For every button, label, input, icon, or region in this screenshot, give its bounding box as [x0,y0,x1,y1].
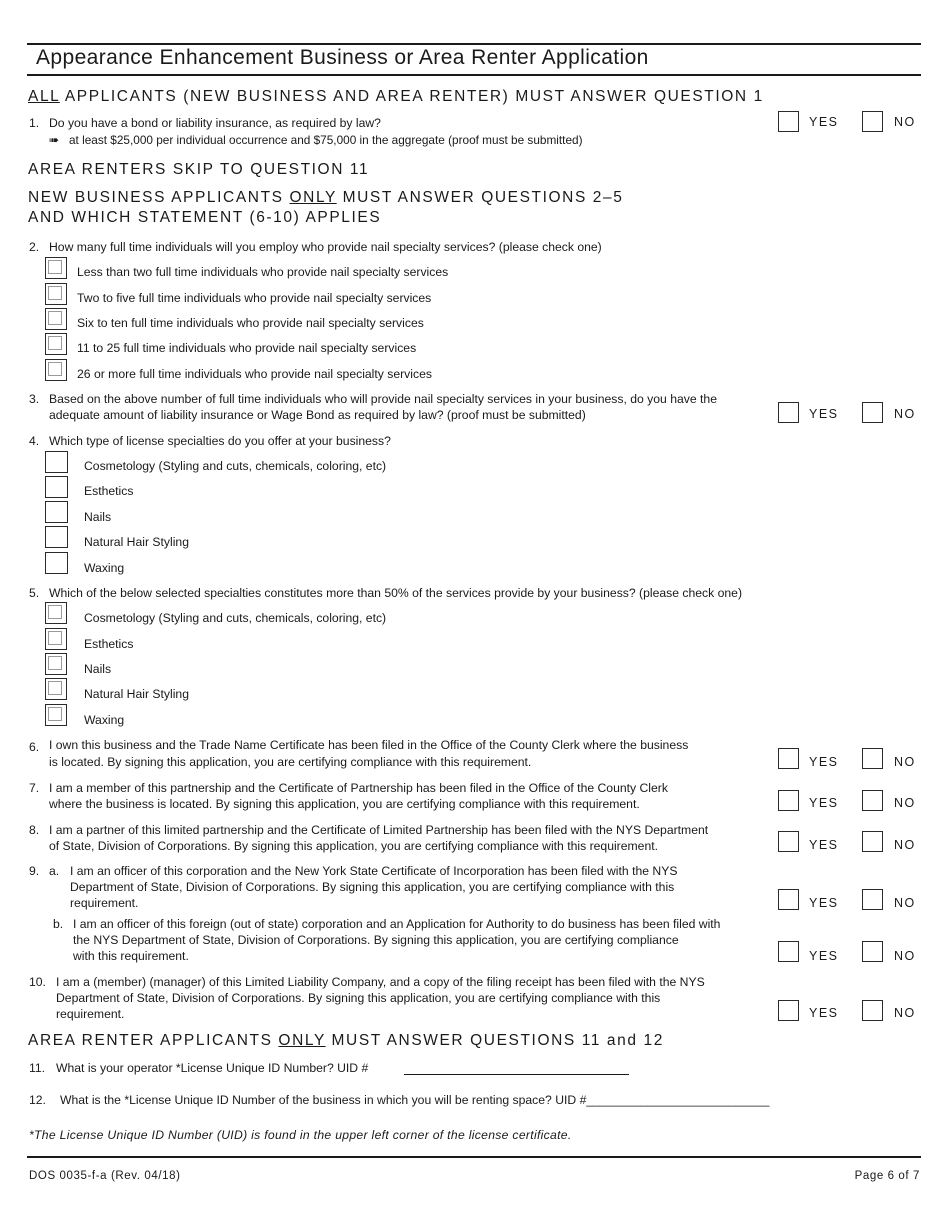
q9b-no-checkbox[interactable] [862,941,883,962]
q2-option-2-label: Two to five full time individuals who provide nail specialty services [77,291,432,305]
q8-yes-label: YES [809,838,839,852]
section-area-renter [28,1032,664,1050]
q4-option-5-label: Waxing [84,561,125,575]
footer-rule [27,1156,921,1158]
top-rule [27,43,921,45]
q4-option-4-label: Natural Hair Styling [84,535,189,549]
q11-uid-field[interactable] [404,1060,629,1075]
q5-option-1-checkbox[interactable] [45,602,67,624]
q5-number: 5. [29,586,40,600]
q9b-label: b. [53,917,64,931]
section-new-prefix: NEW BUSINESS APPLICANTS [28,189,290,206]
q7-yes-label: YES [809,796,839,810]
q8-line1: I am a partner of this limited partnership and the Certificate of Limited Partnership has been filed with the NYS Department [49,823,709,837]
q2-option-1-label: Less than two full time individuals who provide nail specialty services [77,265,449,279]
q9-number: 9. [29,864,40,878]
q5-option-3-checkbox[interactable] [45,653,67,675]
page-title: Appearance Enhancement Business or Area Renter Application [36,46,649,69]
q9a-no-checkbox[interactable] [862,889,883,910]
section-renter-prefix: AREA RENTER APPLICANTS [28,1032,279,1049]
q5-text: Which of the below selected specialties constitutes more than 50% of the services provide by your business? (please check one) [49,586,743,600]
q10-number: 10. [29,975,46,989]
q2-option-2-checkbox[interactable] [45,283,67,305]
q5-option-1-label: Cosmetology (Styling and cuts, chemicals, coloring, etc) [84,611,387,625]
q5-option-4-label: Natural Hair Styling [84,687,189,701]
q5-option-5-checkbox[interactable] [45,704,67,726]
q12-uid-field[interactable] [622,1092,808,1108]
q9b-yes-label: YES [809,949,839,963]
q1-yes-checkbox[interactable] [778,111,799,132]
q5-option-2-label: Esthetics [84,637,134,651]
q3-line1: Based on the above number of full time individuals who will provide nail specialty services in your business, do you have the [49,392,717,406]
q10-line1: I am a (member) (manager) of this Limited Liability Company, and a copy of the filing receipt has been filed with the NYS [56,975,705,989]
q10-line3: requirement. [56,1007,125,1021]
section-all-applicants [28,88,764,106]
q4-option-3-checkbox[interactable] [45,501,68,523]
q1-subtext: at least $25,000 per individual occurrence and $75,000 in the aggregate (proof must be submitted) [69,133,583,147]
q7-no-checkbox[interactable] [862,790,883,811]
q3-no-label: NO [894,407,916,421]
q7-no-label: NO [894,796,916,810]
q3-number: 3. [29,392,40,406]
q7-yes-checkbox[interactable] [778,790,799,811]
q9b-line1: I am an officer of this foreign (out of state) corporation and an Application for Authority to do business has been filed with [73,917,721,931]
q4-option-5-checkbox[interactable] [45,552,68,574]
q8-line2: of State, Division of Corporations. By signing this application, you are certifying compliance with this requirement. [49,839,658,853]
q4-option-4-checkbox[interactable] [45,526,68,548]
section-all-rest: APPLICANTS (NEW BUSINESS AND AREA RENTER) MUST ANSWER QUESTION 1 [59,88,764,105]
q2-option-4-label: 11 to 25 full time individuals who provide nail specialty services [77,341,417,355]
q11-text: What is your operator *License Unique ID Number? UID # [56,1061,369,1075]
footnote: *The License Unique ID Number (UID) is found in the upper left corner of the license certificate. [29,1128,572,1142]
section-new-business-line1 [28,189,623,207]
q6-no-checkbox[interactable] [862,748,883,769]
q2-option-4-checkbox[interactable] [45,333,67,355]
q10-no-checkbox[interactable] [862,1000,883,1021]
q6-number: 6. [29,740,40,754]
q7-line1: I am a member of this partnership and the Certificate of Partnership has been filed in the Office of the County Clerk [49,781,668,795]
q1-no-checkbox[interactable] [862,111,883,132]
q12-text: What is the *License Unique ID Number of the business in which you will be renting space? UID #___________________________ [60,1093,770,1107]
q9a-line1: I am an officer of this corporation and the New York State Certificate of Incorporation has been filed with the NYS [70,864,678,878]
q1-yes-label: YES [809,115,839,129]
q9a-no-label: NO [894,896,916,910]
q6-line2: is located. By signing this application, you are certifying compliance with this requirement. [49,755,532,769]
q6-line1: I own this business and the Trade Name Certificate has been filed in the Office of the County Clerk where the business [49,738,689,752]
q2-option-5-checkbox[interactable] [45,359,67,381]
q8-no-checkbox[interactable] [862,831,883,852]
q4-option-2-label: Esthetics [84,484,134,498]
q4-option-1-label: Cosmetology (Styling and cuts, chemicals, coloring, etc) [84,459,387,473]
section-all-prefix: ALL [28,88,60,105]
q9a-line2: Department of State, Division of Corporations. By signing this application, you are certifying compliance with this [70,880,675,894]
q12-number: 12. [29,1093,46,1107]
q11-number: 11. [29,1061,46,1075]
section-renter-rest: MUST ANSWER QUESTIONS 11 and 12 [325,1032,664,1049]
section-new-rest: MUST ANSWER QUESTIONS 2–5 [336,189,624,206]
q10-yes-checkbox[interactable] [778,1000,799,1021]
skip-note: AREA RENTERS SKIP TO QUESTION 11 [28,161,370,178]
q5-option-2-checkbox[interactable] [45,628,67,650]
q9a-label: a. [49,864,60,878]
q9a-yes-label: YES [809,896,839,910]
q7-line2: where the business is located. By signing this application, you are certifying compliance with this requirement. [49,797,640,811]
q6-yes-checkbox[interactable] [778,748,799,769]
q9b-line2: the NYS Department of State, Division of Corporations. By signing this application, you are certifying compliance [73,933,679,947]
arrow-icon: ➠ [49,133,60,147]
section-renter-underline: ONLY [278,1032,326,1049]
q3-yes-checkbox[interactable] [778,402,799,423]
q8-no-label: NO [894,838,916,852]
q1-text: Do you have a bond or liability insurance, as required by law? [49,116,381,130]
q2-option-3-checkbox[interactable] [45,308,67,330]
q2-number: 2. [29,240,40,254]
q9b-yes-checkbox[interactable] [778,941,799,962]
form-id: DOS 0035-f-a (Rev. 04/18) [29,1170,181,1182]
q9b-line3: with this requirement. [73,949,189,963]
q1-number: 1. [29,116,40,130]
q6-yes-label: YES [809,755,839,769]
q2-option-1-checkbox[interactable] [45,257,67,279]
q9a-line3: requirement. [70,896,139,910]
q2-option-5-label: 26 or more full time individuals who provide nail specialty services [77,367,432,381]
q10-yes-label: YES [809,1006,839,1020]
page-number: Page 6 of 7 [854,1170,920,1182]
q9a-yes-checkbox[interactable] [778,889,799,910]
q2-text: How many full time individuals will you employ who provide nail specialty services? (please check one) [49,240,602,254]
q5-option-5-label: Waxing [84,713,125,727]
q5-option-3-label: Nails [84,662,112,676]
q5-option-4-checkbox[interactable] [45,678,67,700]
q6-no-label: NO [894,755,916,769]
q2-option-3-label: Six to ten full time individuals who provide nail specialty services [77,316,424,330]
q4-option-3-label: Nails [84,510,112,524]
q1-no-label: NO [894,115,916,129]
q3-yes-label: YES [809,407,839,421]
title-underline-rule [27,74,921,76]
q4-number: 4. [29,434,40,448]
q4-option-1-checkbox[interactable] [45,451,68,473]
section-new-underline: ONLY [289,189,337,206]
q4-option-2-checkbox[interactable] [45,476,68,498]
q3-line2: adequate amount of liability insurance or Wage Bond as required by law? (proof must be submitted) [49,408,586,422]
q9b-no-label: NO [894,949,916,963]
q8-number: 8. [29,823,40,837]
q8-yes-checkbox[interactable] [778,831,799,852]
q3-no-checkbox[interactable] [862,402,883,423]
q7-number: 7. [29,781,40,795]
q4-text: Which type of license specialties do you offer at your business? [49,434,391,448]
section-new-business-line2: AND WHICH STATEMENT (6-10) APPLIES [28,209,382,226]
q10-no-label: NO [894,1006,916,1020]
q10-line2: Department of State, Division of Corporations. By signing this application, you are certifying compliance with this [56,991,661,1005]
